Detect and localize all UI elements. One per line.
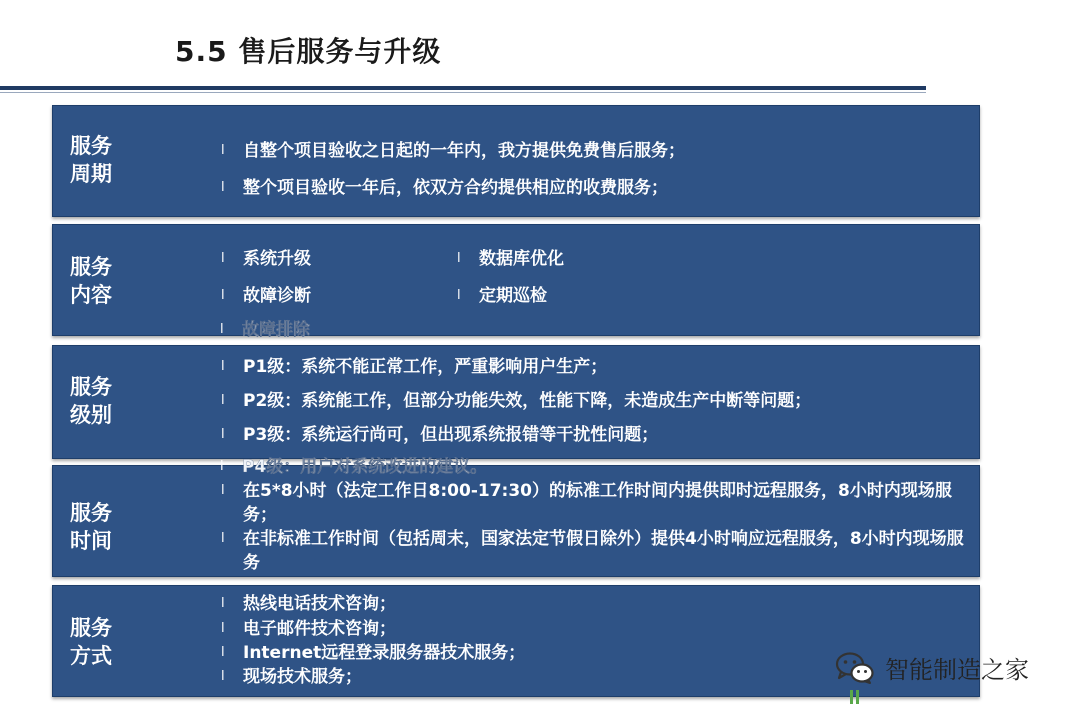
section-label: 服务 级别 (70, 375, 112, 427)
bullet-icon: l (221, 180, 225, 195)
bullet-icon: l (221, 596, 225, 611)
title-divider (0, 86, 926, 90)
bullet-icon: l (221, 669, 225, 684)
section-service-time (52, 465, 980, 577)
bullet-icon: l (220, 459, 224, 474)
section-label: 服务 周期 (70, 134, 112, 186)
list-item: 热线电话技术咨询； (243, 594, 396, 614)
bullet-icon: l (221, 288, 225, 303)
bullet-icon: l (221, 645, 225, 660)
footer-mark (850, 690, 862, 704)
section-label: 服务 方式 (70, 616, 112, 668)
list-item: P3级：系统运行尚可，但出现系统报错等干扰性问题； (243, 425, 659, 445)
section-service-level (52, 345, 980, 459)
list-item: 系统升级 (243, 249, 311, 269)
section-label: 服务 时间 (70, 501, 112, 553)
bullet-icon: l (220, 322, 224, 337)
section-service-content (52, 224, 980, 336)
list-item: 定期巡检 (479, 286, 547, 306)
bullet-icon: l (221, 427, 225, 442)
section-label: 服务 内容 (70, 255, 112, 307)
bullet-icon: l (221, 621, 225, 636)
bullet-icon: l (221, 251, 225, 266)
list-item: 整个项目验收一年后，依双方合约提供相应的收费服务； (243, 178, 668, 198)
page-title: 5.5 售后服务与升级 (175, 35, 442, 68)
list-item: 故障排除 (242, 320, 310, 340)
wechat-icon (835, 651, 875, 685)
bullet-icon: l (221, 531, 225, 546)
bullet-icon: l (457, 251, 461, 266)
list-item: Internet远程登录服务器技术服务； (243, 643, 526, 663)
list-item: 现场技术服务； (243, 667, 362, 687)
list-item: 在非标准工作时间（包括周末，国家法定节假日除外）提供4小时响应远程服务，8小时内现场服务 (243, 529, 964, 573)
bullet-icon: l (457, 288, 461, 303)
bullet-icon: l (221, 143, 225, 158)
list-item: P4级：用户对系统改进的建议。 (242, 457, 488, 477)
list-item: 电子邮件技术咨询； (243, 619, 396, 639)
list-item: 在5*8小时（法定工作日8:00-17:30）的标准工作时间内提供即时远程服务，8小时内现场服务； (243, 481, 952, 525)
bullet-icon: l (221, 359, 225, 374)
list-item: P1级：系统不能正常工作，严重影响用户生产； (243, 357, 608, 377)
section-service-period (52, 105, 980, 217)
bullet-icon: l (221, 393, 225, 408)
watermark (835, 650, 1029, 685)
list-item: 故障诊断 (243, 286, 311, 306)
watermark-text: 智能制造之家 (885, 656, 1029, 684)
list-item: P2级：系统能工作，但部分功能失效，性能下降，未造成生产中断等问题； (243, 391, 812, 411)
bullet-icon: l (221, 483, 225, 498)
list-item: 自整个项目验收之日起的一年内，我方提供免费售后服务； (243, 141, 685, 161)
list-item: 数据库优化 (479, 249, 564, 269)
